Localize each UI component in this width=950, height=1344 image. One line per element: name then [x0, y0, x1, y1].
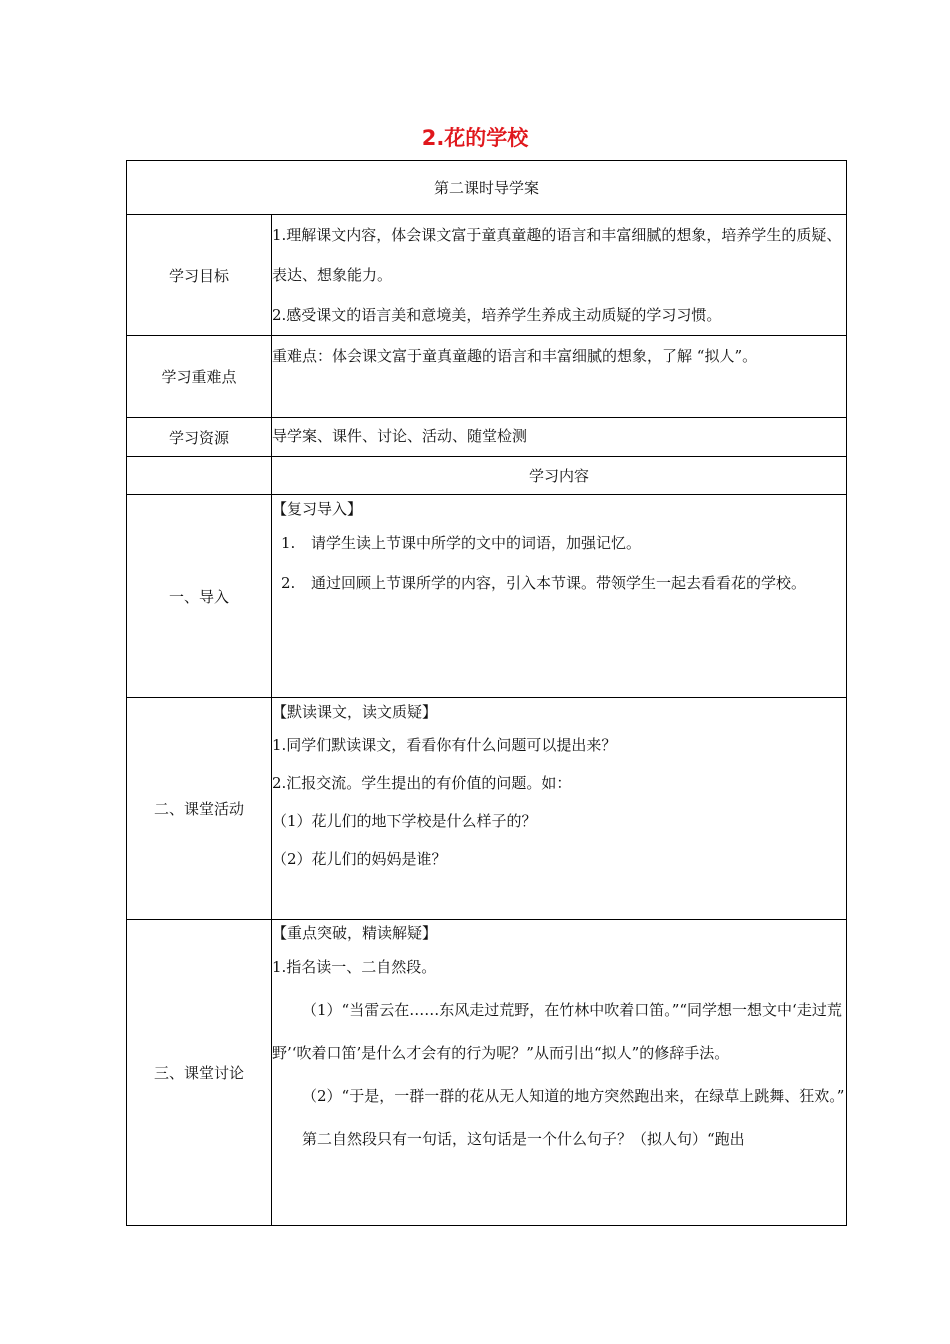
content-header-row [127, 457, 847, 495]
section3-paragraph: （1）“当雷云在……东风走过荒野，在竹林中吹着口笛。”“同学想一想文中‘走过荒野’‘吹着口笛’是什么才会有的行为呢？”从而引出“拟人”的修辞手法。 [272, 1001, 842, 1062]
section1-item-number: 2. [281, 574, 296, 592]
header-text: 第二课时导学案 [434, 179, 540, 197]
goals-row [127, 215, 847, 336]
resources-row [127, 418, 847, 457]
lesson-plan-table [126, 160, 847, 1226]
section3-row [127, 920, 847, 1226]
header-cell [127, 161, 847, 215]
section2-item: （1）花儿们的地下学校是什么样子的？ [272, 812, 537, 830]
section2-item: 1.同学们默读课文，看看你有什么问题可以提出来？ [272, 736, 617, 754]
section3-line: 1.指名读一、二自然段。 [272, 958, 437, 976]
section3-paragraph: （2）“于是，一群一群的花从无人知道的地方突然跑出来，在绿草上跳舞、狂欢。” [302, 1087, 845, 1105]
resources-text: 导学案、课件、讨论、活动、随堂检测 [272, 427, 528, 445]
section2-label: 二、课堂活动 [127, 698, 272, 920]
section1-row [127, 495, 847, 698]
section3-label: 三、课堂讨论 [127, 920, 272, 1226]
section2-content [272, 698, 847, 920]
content-header-text: 学习内容 [529, 467, 590, 485]
section1-heading: 【复习导入】 [272, 500, 363, 518]
resources-label: 学习资源 [127, 418, 272, 457]
section1-item-number: 1. [281, 534, 296, 552]
key-points-text: 重难点：体会课文富于童真童趣的语言和丰富细腻的想象，了解 “拟人”。 [272, 347, 758, 365]
section2-item: 2.汇报交流。学生提出的有价值的问题。如： [272, 774, 572, 792]
section1-item-text: 请学生读上节课中所学的文中的词语，加强记忆。 [311, 534, 642, 552]
key-points-label: 学习重难点 [127, 336, 272, 418]
resources-content [272, 418, 847, 457]
goal-item: 2.感受课文的语言美和意境美，培养学生养成主动质疑的学习习惯。 [272, 306, 722, 324]
key-points-content [272, 336, 847, 418]
goals-content [272, 215, 847, 336]
section3-paragraph: 第二自然段只有一句话，这句话是一个什么句子？（拟人句）“跑出 [302, 1130, 745, 1148]
section1-label: 一、导入 [127, 495, 272, 698]
page-title: 2.花的学校 [421, 126, 529, 150]
key-points-row [127, 336, 847, 418]
goal-item: 1.理解课文内容，体会课文富于童真童趣的语言和丰富细腻的想象，培养学生的质疑、表达、想象能力。 [272, 226, 842, 284]
goals-label: 学习目标 [127, 215, 272, 336]
section2-item: （2）花儿们的妈妈是谁？ [272, 850, 447, 868]
section1-item [272, 523, 846, 563]
section3-content [272, 920, 847, 1226]
section1-item-text: 通过回顾上节课所学的内容，引入本节课。带领学生一起去看看花的学校。 [311, 574, 807, 592]
section2-row [127, 698, 847, 920]
header-row [127, 161, 847, 215]
section1-content [272, 495, 847, 698]
section3-heading: 【重点突破，精读解疑】 [272, 924, 438, 942]
section1-item [272, 563, 846, 603]
section2-heading: 【默读课文，读文质疑】 [272, 703, 438, 721]
content-header-cell [272, 457, 847, 495]
content-header-empty [127, 457, 272, 495]
